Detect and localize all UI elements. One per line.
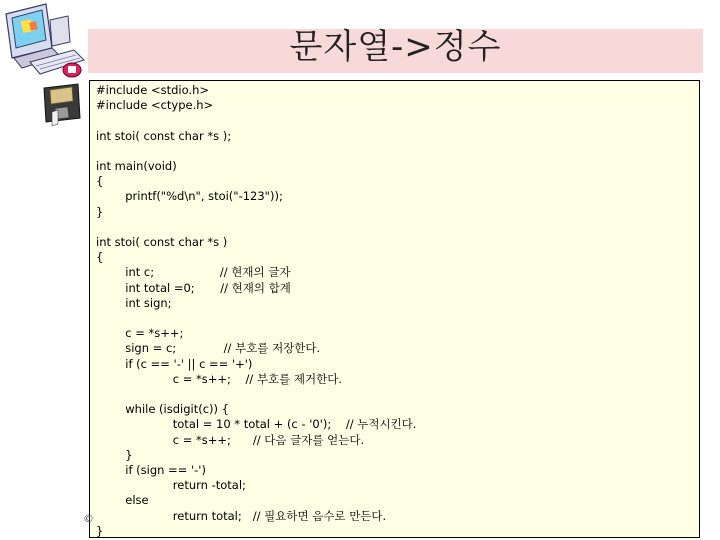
footer-symbol: © (83, 512, 94, 525)
code-line: total = 10 * total + (c - '0'); // 누적시킨다. (96, 417, 417, 432)
code-line: else (96, 493, 149, 508)
code-line: while (isdigit(c)) { (96, 402, 229, 417)
computer-clipart-icon (0, 0, 90, 130)
code-line: c = *s++; // 다음 글자를 얻는다. (96, 432, 365, 447)
code-line: c = *s++; // 부호를 제거한다. (96, 371, 343, 386)
code-line: #include <stdio.h> (96, 83, 210, 97)
code-line: { (96, 174, 104, 189)
code-line: } (96, 447, 133, 462)
code-line: int total =0; // 현재의 합계 (96, 280, 291, 295)
code-line: } (96, 523, 104, 538)
code-line: c = *s++; (96, 326, 184, 341)
code-line: sign = c; // 부호를 저장한다. (96, 341, 321, 356)
code-line: int stoi( const char *s ); (96, 128, 232, 143)
code-line: int main(void) (96, 159, 177, 173)
code-line: int stoi( const char *s ) (96, 235, 228, 249)
code-line: return total; // 필요하면 음수로 만든다. (96, 508, 387, 523)
code-line: if (sign == '-') (96, 463, 206, 477)
code-line: } (96, 204, 104, 219)
code-line: if (c == '-' || c == '+') (96, 356, 253, 371)
code-line: int sign; (96, 295, 172, 310)
code-line: #include <ctype.h> (96, 98, 214, 113)
slide-title: 문자열->정수 (289, 27, 502, 67)
code-listing (89, 80, 700, 538)
floppy-disk-icon (44, 84, 80, 126)
code-line: int c; // 현재의 글자 (96, 265, 291, 280)
code-line: { (96, 250, 104, 265)
code-line: printf("%d\n", stoi("-123")); (96, 189, 283, 204)
code-line: return -total; (96, 478, 246, 493)
